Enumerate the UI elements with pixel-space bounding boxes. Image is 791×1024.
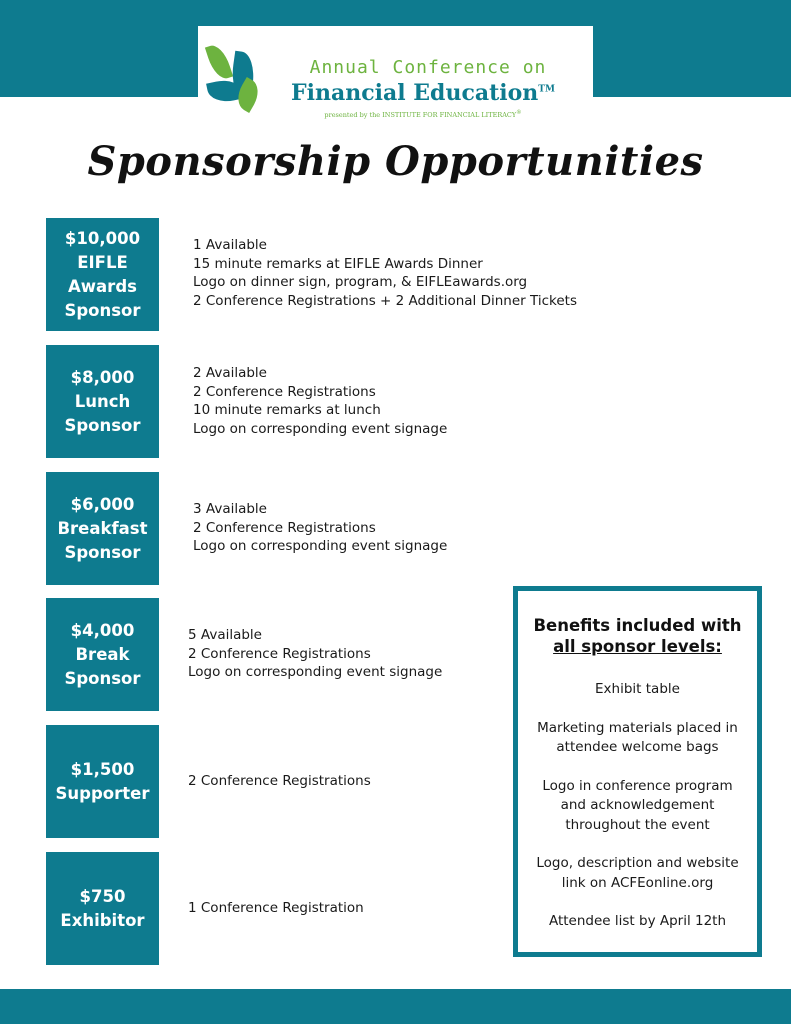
benefit-line: throughout the event [565, 816, 710, 833]
tier-detail-line: Logo on corresponding event signage [193, 420, 448, 437]
tier-details-1500 [188, 772, 371, 791]
benefit-line: Logo in conference program [542, 777, 733, 794]
benefit-item [518, 912, 757, 932]
benefit-item [518, 719, 757, 758]
tier-detail-line: 2 Conference Registrations [188, 773, 371, 789]
tier-detail-line: Logo on corresponding event signage [188, 664, 443, 680]
tier-label-line: EIFLE [77, 252, 128, 272]
tier-label-line: Sponsor [64, 542, 141, 562]
tier-detail-line: 15 minute remarks at EIFLE Awards Dinner [193, 255, 483, 272]
footer-band [0, 989, 791, 1024]
benefit-item [518, 777, 757, 836]
tier-label-4000 [46, 598, 159, 711]
tier-label-line: Sponsor [64, 668, 141, 688]
tier-label-750 [46, 852, 159, 965]
tier-detail-line: 2 Conference Registrations [188, 645, 371, 662]
tier-details-750 [188, 899, 364, 918]
tier-label-10000 [46, 218, 159, 331]
tier-detail-line: 2 Conference Registrations + 2 Additional Dinner Tickets [193, 292, 577, 309]
tier-label-line: $4,000 [70, 620, 135, 640]
benefit-list [518, 680, 757, 932]
tier-label-line: Break [75, 644, 130, 664]
institute-mark: ® [516, 110, 522, 116]
logo-main-line [268, 80, 578, 106]
tier-label-line: $1,500 [70, 759, 135, 779]
tier-detail-line: 2 Conference Registrations [193, 383, 376, 400]
presented-by-text: presented by the [324, 111, 381, 120]
tier-label-line: Lunch [74, 391, 131, 411]
tier-detail-line: Logo on dinner sign, program, & EIFLEawards.org [193, 274, 528, 290]
tier-label-line: Supporter [55, 783, 150, 803]
tier-label-1500 [46, 725, 159, 838]
tier-detail-line: 10 minute remarks at lunch [193, 402, 381, 418]
tier-detail-line: 1 Conference Registration [188, 900, 364, 916]
benefits-title-line: Benefits included with [533, 616, 742, 635]
tier-label-line: Breakfast [57, 518, 148, 538]
benefits-box [513, 586, 762, 957]
benefit-line: attendee welcome bags [556, 739, 719, 755]
benefit-line: Exhibit table [595, 681, 680, 697]
benefit-line: Logo, description and website [536, 855, 739, 871]
tier-detail-line: 1 Available [193, 237, 267, 253]
logo-trademark: TM [538, 84, 555, 95]
tier-label-line: Sponsor [64, 415, 141, 435]
tier-label-line: $750 [79, 886, 126, 906]
benefit-line: Marketing materials placed in [537, 719, 738, 736]
benefits-title [518, 615, 757, 657]
tier-label-line: Awards [68, 276, 137, 296]
tier-label-line: $10,000 [64, 228, 141, 248]
logo-main-text: Financial Education [291, 80, 539, 106]
tier-detail-line: 2 Conference Registrations [193, 519, 376, 536]
tier-label-line: Sponsor [64, 300, 141, 320]
tier-detail-line: 5 Available [188, 627, 262, 643]
leaf-icon [205, 42, 233, 82]
benefits-title-underlined: all sponsor levels: [553, 637, 722, 656]
tier-details-10000 [193, 236, 577, 310]
benefit-line: and acknowledgement [560, 797, 715, 813]
benefit-line: Attendee list by April 12th [548, 913, 727, 929]
conference-logo [198, 26, 593, 128]
logo-top-line: Annual Conference on [309, 57, 547, 78]
tier-label-line: $8,000 [70, 367, 135, 387]
page-title: Sponsorship Opportunities [87, 138, 704, 185]
institute-name: INSTITUTE FOR FINANCIAL LITERACY [382, 111, 517, 120]
tier-details-8000 [193, 364, 447, 438]
logo-presented-by [278, 110, 568, 119]
benefit-line: link on ACFEonline.org [561, 874, 714, 891]
benefit-item [518, 680, 757, 700]
tier-detail-line: 2 Available [193, 365, 267, 381]
tier-detail-line: Logo on corresponding event signage [193, 538, 448, 554]
tier-detail-line: 3 Available [193, 501, 267, 517]
tier-details-4000 [188, 626, 442, 682]
tier-label-line: $6,000 [70, 494, 135, 514]
tier-label-6000 [46, 472, 159, 585]
tier-details-6000 [193, 500, 447, 556]
tier-label-8000 [46, 345, 159, 458]
benefit-item [518, 854, 757, 893]
tier-label-line: Exhibitor [60, 910, 145, 930]
